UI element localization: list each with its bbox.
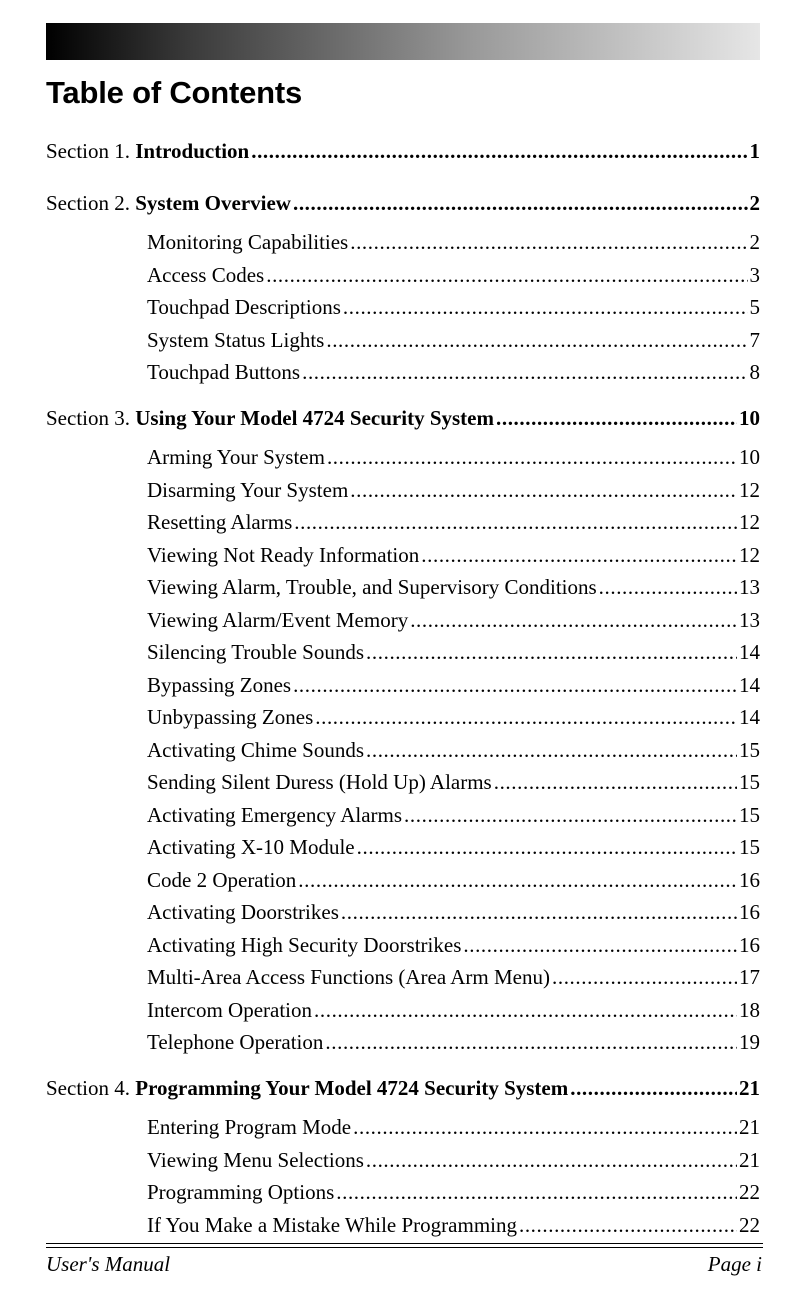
toc-page-number: 15: [739, 738, 760, 762]
toc-item[interactable]: [147, 1027, 760, 1057]
dot-leader: [336, 1177, 737, 1207]
toc-item[interactable]: [147, 442, 760, 472]
toc-page-number: 15: [739, 770, 760, 794]
toc-item[interactable]: [147, 832, 760, 862]
toc-item[interactable]: [147, 930, 760, 960]
toc-item-title: Code 2 Operation: [147, 868, 297, 892]
dot-leader: [404, 800, 737, 830]
toc-item-title: Viewing Alarm, Trouble, and Supervisory Conditions: [147, 575, 597, 599]
toc-item-title: Telephone Operation: [147, 1030, 324, 1054]
toc-item-title: Silencing Trouble Sounds: [147, 640, 365, 664]
toc-item-title: Activating Chime Sounds: [147, 738, 364, 762]
toc-item-title: Access Codes: [147, 263, 265, 287]
toc-item[interactable]: [147, 865, 760, 895]
dot-leader: [266, 260, 747, 290]
toc-item[interactable]: [147, 670, 760, 700]
toc-section-2[interactable]: [46, 188, 760, 218]
dot-leader: [302, 357, 747, 387]
toc-item[interactable]: [147, 735, 760, 765]
toc-item-title: Touchpad Buttons: [147, 360, 301, 384]
toc-item[interactable]: [147, 475, 760, 505]
dot-leader: [294, 507, 737, 537]
toc-item[interactable]: [147, 260, 760, 290]
toc-page-number: 2: [749, 191, 760, 215]
dot-leader: [326, 325, 747, 355]
toc-item-title: Viewing Alarm/Event Memory: [147, 608, 409, 632]
toc-page-number: 16: [739, 933, 760, 957]
toc-page-number: 17: [739, 965, 760, 989]
toc-item-title: Entering Program Mode: [147, 1115, 352, 1139]
toc-page-number: 7: [749, 328, 760, 352]
dot-leader: [251, 136, 747, 166]
dot-leader: [494, 767, 737, 797]
dot-leader: [421, 540, 737, 570]
toc-item-title: Unbypassing Zones: [147, 705, 314, 729]
toc-page-number: 14: [739, 673, 760, 697]
toc-item[interactable]: [147, 637, 760, 667]
toc-item[interactable]: [147, 325, 760, 355]
dot-leader: [315, 702, 737, 732]
dot-leader: [496, 403, 737, 433]
dot-leader: [325, 1027, 737, 1057]
toc-page-number: 13: [739, 575, 760, 599]
toc-item-title: Arming Your System: [147, 445, 325, 469]
toc-item[interactable]: [147, 1177, 760, 1207]
toc-item[interactable]: [147, 897, 760, 927]
toc-page-number: 14: [739, 705, 760, 729]
toc-section-label: Section 4. Programming Your Model 4724 Security System: [46, 1076, 569, 1100]
toc-page-number: 15: [739, 803, 760, 827]
toc-item[interactable]: [147, 702, 760, 732]
toc-item-title: Activating Emergency Alarms: [147, 803, 403, 827]
toc-item[interactable]: [147, 540, 760, 570]
dot-leader: [353, 1112, 737, 1142]
toc-item-title: Intercom Operation: [147, 998, 313, 1022]
toc-page-number: 12: [739, 510, 760, 534]
footer-rule-thick: [46, 1247, 763, 1248]
toc-item-title: Activating High Security Doorstrikes: [147, 933, 462, 957]
toc-section-3[interactable]: [46, 403, 760, 433]
toc-item-title: Monitoring Capabilities: [147, 230, 349, 254]
dot-leader: [519, 1210, 737, 1240]
toc-item[interactable]: [147, 1145, 760, 1175]
dot-leader: [293, 188, 748, 218]
toc-item-title: Viewing Menu Selections: [147, 1148, 364, 1172]
toc-item-title: Multi-Area Access Functions (Area Arm Menu): [147, 965, 550, 989]
toc-page-number: 16: [739, 868, 760, 892]
toc-page-number: 5: [749, 295, 760, 319]
toc-item[interactable]: [147, 507, 760, 537]
toc-page-number: 10: [739, 445, 760, 469]
toc-page-number: 14: [739, 640, 760, 664]
toc-page-number: 3: [749, 263, 760, 287]
dot-leader: [350, 475, 737, 505]
toc-item-title: Touchpad Descriptions: [147, 295, 341, 319]
toc-page-number: 22: [739, 1213, 760, 1237]
dot-leader: [410, 605, 737, 635]
toc-page-number: 12: [739, 543, 760, 567]
toc-page-number: 12: [739, 478, 760, 502]
toc-item-title: Disarming Your System: [147, 478, 349, 502]
dot-leader: [343, 292, 748, 322]
dot-leader: [298, 865, 737, 895]
toc-section-4[interactable]: [46, 1073, 760, 1103]
dot-leader: [366, 735, 737, 765]
toc-page-number: 2: [749, 230, 760, 254]
toc-item-title: If You Make a Mistake While Programming: [147, 1213, 517, 1237]
toc-page-number: 13: [739, 608, 760, 632]
toc-page-number: 18: [739, 998, 760, 1022]
dot-leader: [463, 930, 737, 960]
toc-item-title: Sending Silent Duress (Hold Up) Alarms: [147, 770, 492, 794]
toc-item-title: Programming Options: [147, 1180, 335, 1204]
toc-page-number: 21: [739, 1076, 760, 1100]
dot-leader: [366, 637, 737, 667]
toc-item[interactable]: [147, 227, 760, 257]
toc-item[interactable]: [147, 572, 760, 602]
toc-page-number: 1: [749, 139, 760, 163]
toc-item[interactable]: [147, 800, 760, 830]
toc-item[interactable]: [147, 1210, 760, 1240]
dot-leader: [314, 995, 737, 1025]
toc-item-title: Resetting Alarms: [147, 510, 293, 534]
toc-page-number: 21: [739, 1115, 760, 1139]
dot-leader: [599, 572, 737, 602]
dot-leader: [293, 670, 737, 700]
dot-leader: [366, 1145, 737, 1175]
toc-section-label: Section 3. Using Your Model 4724 Security System: [46, 406, 494, 430]
dot-leader: [327, 442, 737, 472]
toc-item[interactable]: [147, 962, 760, 992]
dot-leader: [570, 1073, 737, 1103]
dot-leader: [341, 897, 737, 927]
toc-item-title: Activating Doorstrikes: [147, 900, 339, 924]
dot-leader: [357, 832, 737, 862]
footer-page-number: Page i: [707, 1252, 762, 1276]
toc-item-title: Viewing Not Ready Information: [147, 543, 420, 567]
toc-page-number: 22: [739, 1180, 760, 1204]
toc-page-number: 16: [739, 900, 760, 924]
toc-item[interactable]: [147, 605, 760, 635]
toc-item-title: Bypassing Zones: [147, 673, 292, 697]
toc-item-title: Activating X-10 Module: [147, 835, 355, 859]
toc-item[interactable]: [147, 995, 760, 1025]
toc-page-number: 19: [739, 1030, 760, 1054]
toc-page-number: 21: [739, 1148, 760, 1172]
toc-item[interactable]: [147, 767, 760, 797]
page-title: Table of Contents: [46, 75, 303, 110]
toc-item[interactable]: [147, 1112, 760, 1142]
toc-section-label: Section 1. Introduction: [46, 139, 250, 163]
toc-page-number: 10: [739, 406, 760, 430]
dot-leader: [552, 962, 737, 992]
toc-page-number: 8: [749, 360, 760, 384]
toc-section-label: Section 2. System Overview: [46, 191, 291, 215]
toc-section-1[interactable]: [46, 136, 760, 166]
footer-rule-thin: [46, 1243, 763, 1244]
toc-item-title: System Status Lights: [147, 328, 325, 352]
footer-manual-name: User's Manual: [46, 1252, 171, 1276]
toc-page-number: 15: [739, 835, 760, 859]
dot-leader: [350, 227, 747, 257]
toc-item[interactable]: [147, 292, 760, 322]
toc-item[interactable]: [147, 357, 760, 387]
